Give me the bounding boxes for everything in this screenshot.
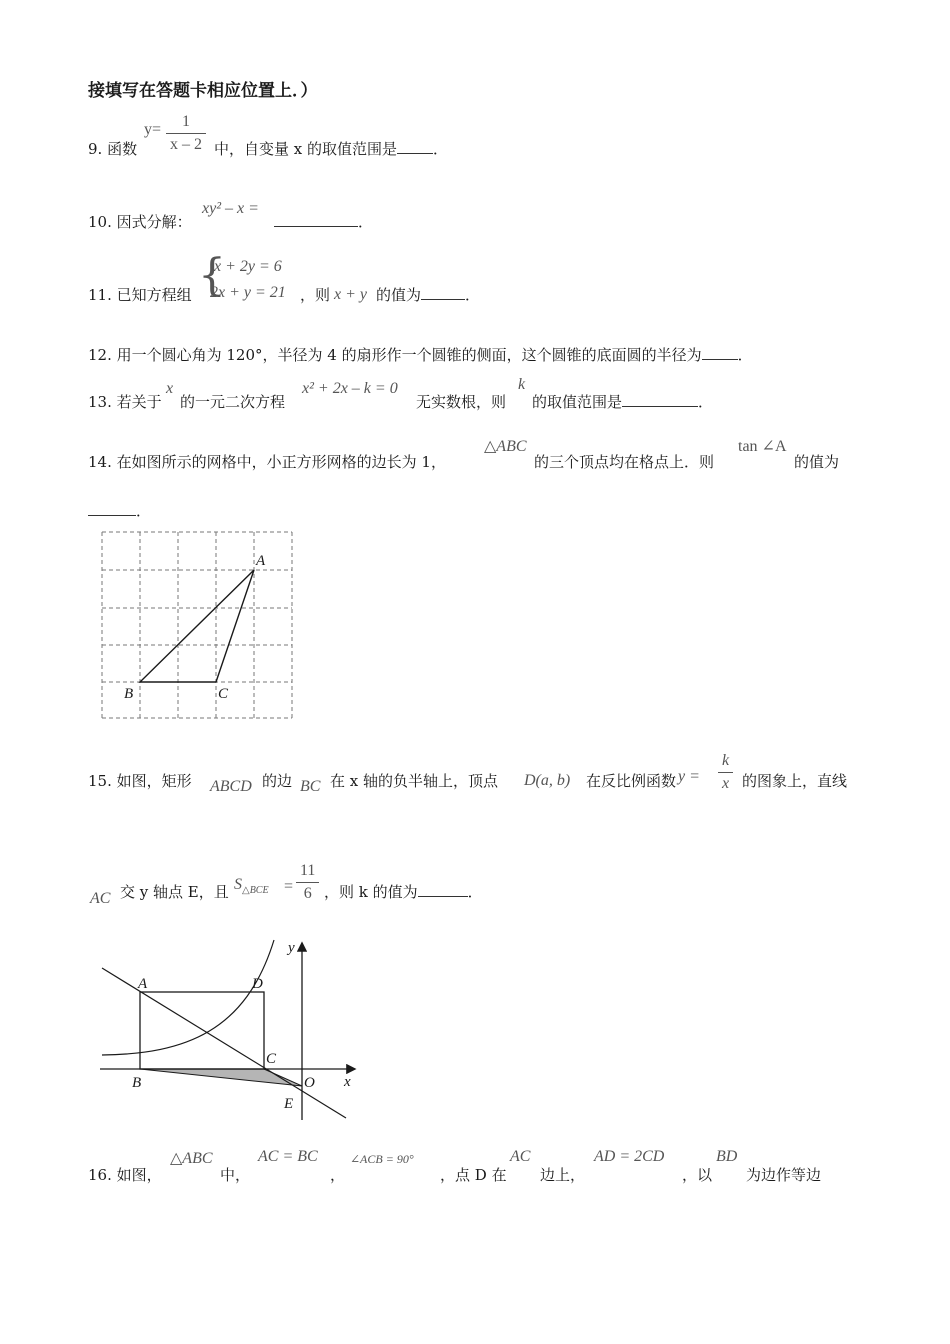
q10-expr: xy² – x = <box>202 200 259 217</box>
q11-eq1: x + 2y = 6 <box>214 258 282 275</box>
q16-pre: 如图， <box>116 1166 162 1184</box>
q16-t3: 边上， <box>540 1166 586 1184</box>
q15-func-den: x <box>722 775 730 792</box>
q15-rect: ABCD <box>210 778 252 795</box>
question-13 <box>88 391 162 412</box>
fig15-label-c: C <box>266 1051 277 1067</box>
q15b-frac <box>296 862 319 903</box>
q15b-frac-den: 6 <box>303 885 312 902</box>
q15-blank[interactable] <box>418 882 468 897</box>
label-a: A <box>256 553 266 569</box>
q15b-mid: 交 y 轴点 E，且 <box>120 883 229 901</box>
q15-point: D(a, b) <box>524 772 571 789</box>
q14-tri: △ABC <box>484 438 527 455</box>
section-header: 接填写在答题卡相应位置上．） <box>88 81 318 101</box>
question-12 <box>88 344 753 365</box>
q9-number: 9. <box>88 140 103 158</box>
q10-blank[interactable] <box>274 212 358 227</box>
q16-e4: AD = 2CD <box>594 1148 665 1165</box>
triangle-abc <box>140 570 254 682</box>
q14-end: ． <box>136 502 152 520</box>
q9-fraction <box>166 113 206 154</box>
q13-pre: 若关于 <box>116 393 162 411</box>
q16-e3: AC <box>510 1148 531 1165</box>
fig15-label-d: D <box>252 976 263 992</box>
q10-number: 10. <box>88 213 112 231</box>
q13-mid2: 无实数根，则 <box>416 393 507 411</box>
q11-number: 11. <box>88 286 112 304</box>
q15b-area <box>234 876 269 896</box>
q14-blank[interactable] <box>88 501 136 516</box>
figure-14 <box>96 528 296 724</box>
q16-t1: 中， <box>220 1166 251 1184</box>
q14-mid: 的三个顶点均在格点上．则 <box>534 453 715 471</box>
q14-answer-line <box>88 500 151 521</box>
q10-end: ． <box>358 213 374 231</box>
q15b-post: ，则 k 的值为 <box>324 883 418 901</box>
q11-tail <box>376 284 480 305</box>
q11-post: 的值为 <box>376 286 422 304</box>
q16-t5: 为边作等边 <box>746 1166 822 1184</box>
question-9 <box>88 138 137 159</box>
q15-mid3: 在反比例函数 <box>586 772 677 790</box>
figure-15 <box>96 936 366 1126</box>
fig15-label-b: B <box>132 1075 142 1091</box>
fig15-label-y: y <box>288 940 295 956</box>
question-15 <box>88 770 192 791</box>
q15b-area-s: S <box>234 876 242 893</box>
q13-tail <box>532 391 713 412</box>
q16-number: 16. <box>88 1166 112 1184</box>
q16-e2: ∠ACB = 90° <box>350 1152 414 1166</box>
q11-blank[interactable] <box>421 285 465 300</box>
question-16 <box>88 1164 162 1185</box>
q15-mid2: 在 x 轴的负半轴上，顶点 <box>330 772 498 790</box>
q15b-area-sub: △BCE <box>242 885 269 897</box>
label-b: B <box>124 686 134 702</box>
q11-expr: x + y <box>334 286 367 303</box>
label-c: C <box>218 686 229 702</box>
q11-pre: 已知方程组 <box>116 286 192 304</box>
question-11 <box>88 284 192 305</box>
q14-pre: 在如图所示的网格中，小正方形网格的边长为 1， <box>116 453 446 471</box>
q9-text <box>214 138 448 159</box>
q9-pre: 函数 <box>107 140 138 158</box>
q9-y-eq: y= <box>144 121 162 138</box>
q14-number: 14. <box>88 453 112 471</box>
fig15-label-a: A <box>138 976 148 992</box>
question-10 <box>88 211 192 232</box>
fig15-label-o: O <box>304 1075 315 1091</box>
q15b-frac-num: 11 <box>296 862 319 883</box>
q9-blank[interactable] <box>397 139 433 154</box>
rectangle-abcd <box>140 992 264 1069</box>
q15b-line: AC <box>90 890 111 907</box>
q15-func-num: k <box>718 752 733 773</box>
q13-var: x <box>166 380 174 397</box>
q14-tan: tan ∠A <box>738 438 787 455</box>
q12-blank[interactable] <box>702 345 738 360</box>
question-14 <box>88 451 446 472</box>
q13-blank[interactable] <box>622 392 698 407</box>
q16-tri: △ABC <box>170 1150 213 1167</box>
q15-func-frac <box>718 752 733 793</box>
q14-post: 的值为 <box>794 453 840 471</box>
q16-e5: BD <box>716 1148 738 1165</box>
q15-func-lhs: y = <box>678 768 700 785</box>
q15b-eq: = <box>284 878 294 895</box>
q15-side: BC <box>300 778 321 795</box>
q9-end: ． <box>433 140 449 158</box>
q12-end: ． <box>737 346 753 364</box>
q13-end: ． <box>698 393 714 411</box>
q10-pre: 因式分解： <box>116 213 192 231</box>
q11-brace: { <box>198 250 226 301</box>
q11-text <box>300 284 330 305</box>
q10-answer <box>274 211 373 232</box>
q12-text: 12. 用一个圆心角为 120°，半径为 4 的扇形作一个圆锥的侧面，这个圆锥的底面圆的半径为 <box>88 346 702 364</box>
q15-number: 15. <box>88 772 112 790</box>
q15-mid1: 的边 <box>262 772 293 790</box>
q15-pre: 如图，矩形 <box>116 772 192 790</box>
shaded-triangle-bce <box>140 1069 302 1086</box>
q16-t2: ，点 D 在 <box>440 1166 507 1184</box>
q16-e1: AC = BC <box>258 1148 318 1165</box>
fig15-label-e: E <box>284 1096 294 1112</box>
q9-post: 中，自变量 x 的取值范围是 <box>214 140 397 158</box>
fig15-label-x: x <box>344 1074 351 1090</box>
q11-mid: ，则 <box>300 286 331 304</box>
q15-post: 的图象上，直线 <box>742 772 848 790</box>
q13-number: 13. <box>88 393 112 411</box>
q11-eq2: 2x + y = 21 <box>210 284 286 301</box>
q16-c1: ， <box>330 1166 346 1184</box>
hyperbola-curve <box>102 940 274 1055</box>
q9-frac-num: 1 <box>166 113 206 134</box>
q13-var2: k <box>518 376 526 393</box>
q16-t4: ，以 <box>682 1166 713 1184</box>
q9-frac-den: x – 2 <box>170 136 202 153</box>
q13-eq: x² + 2x – k = 0 <box>302 380 398 397</box>
q13-post: 的取值范围是 <box>532 393 623 411</box>
q11-end: ． <box>465 286 481 304</box>
q15b-end: ． <box>467 883 483 901</box>
q15b-tail <box>324 881 483 902</box>
q13-mid: 的一元二次方程 <box>180 393 286 411</box>
